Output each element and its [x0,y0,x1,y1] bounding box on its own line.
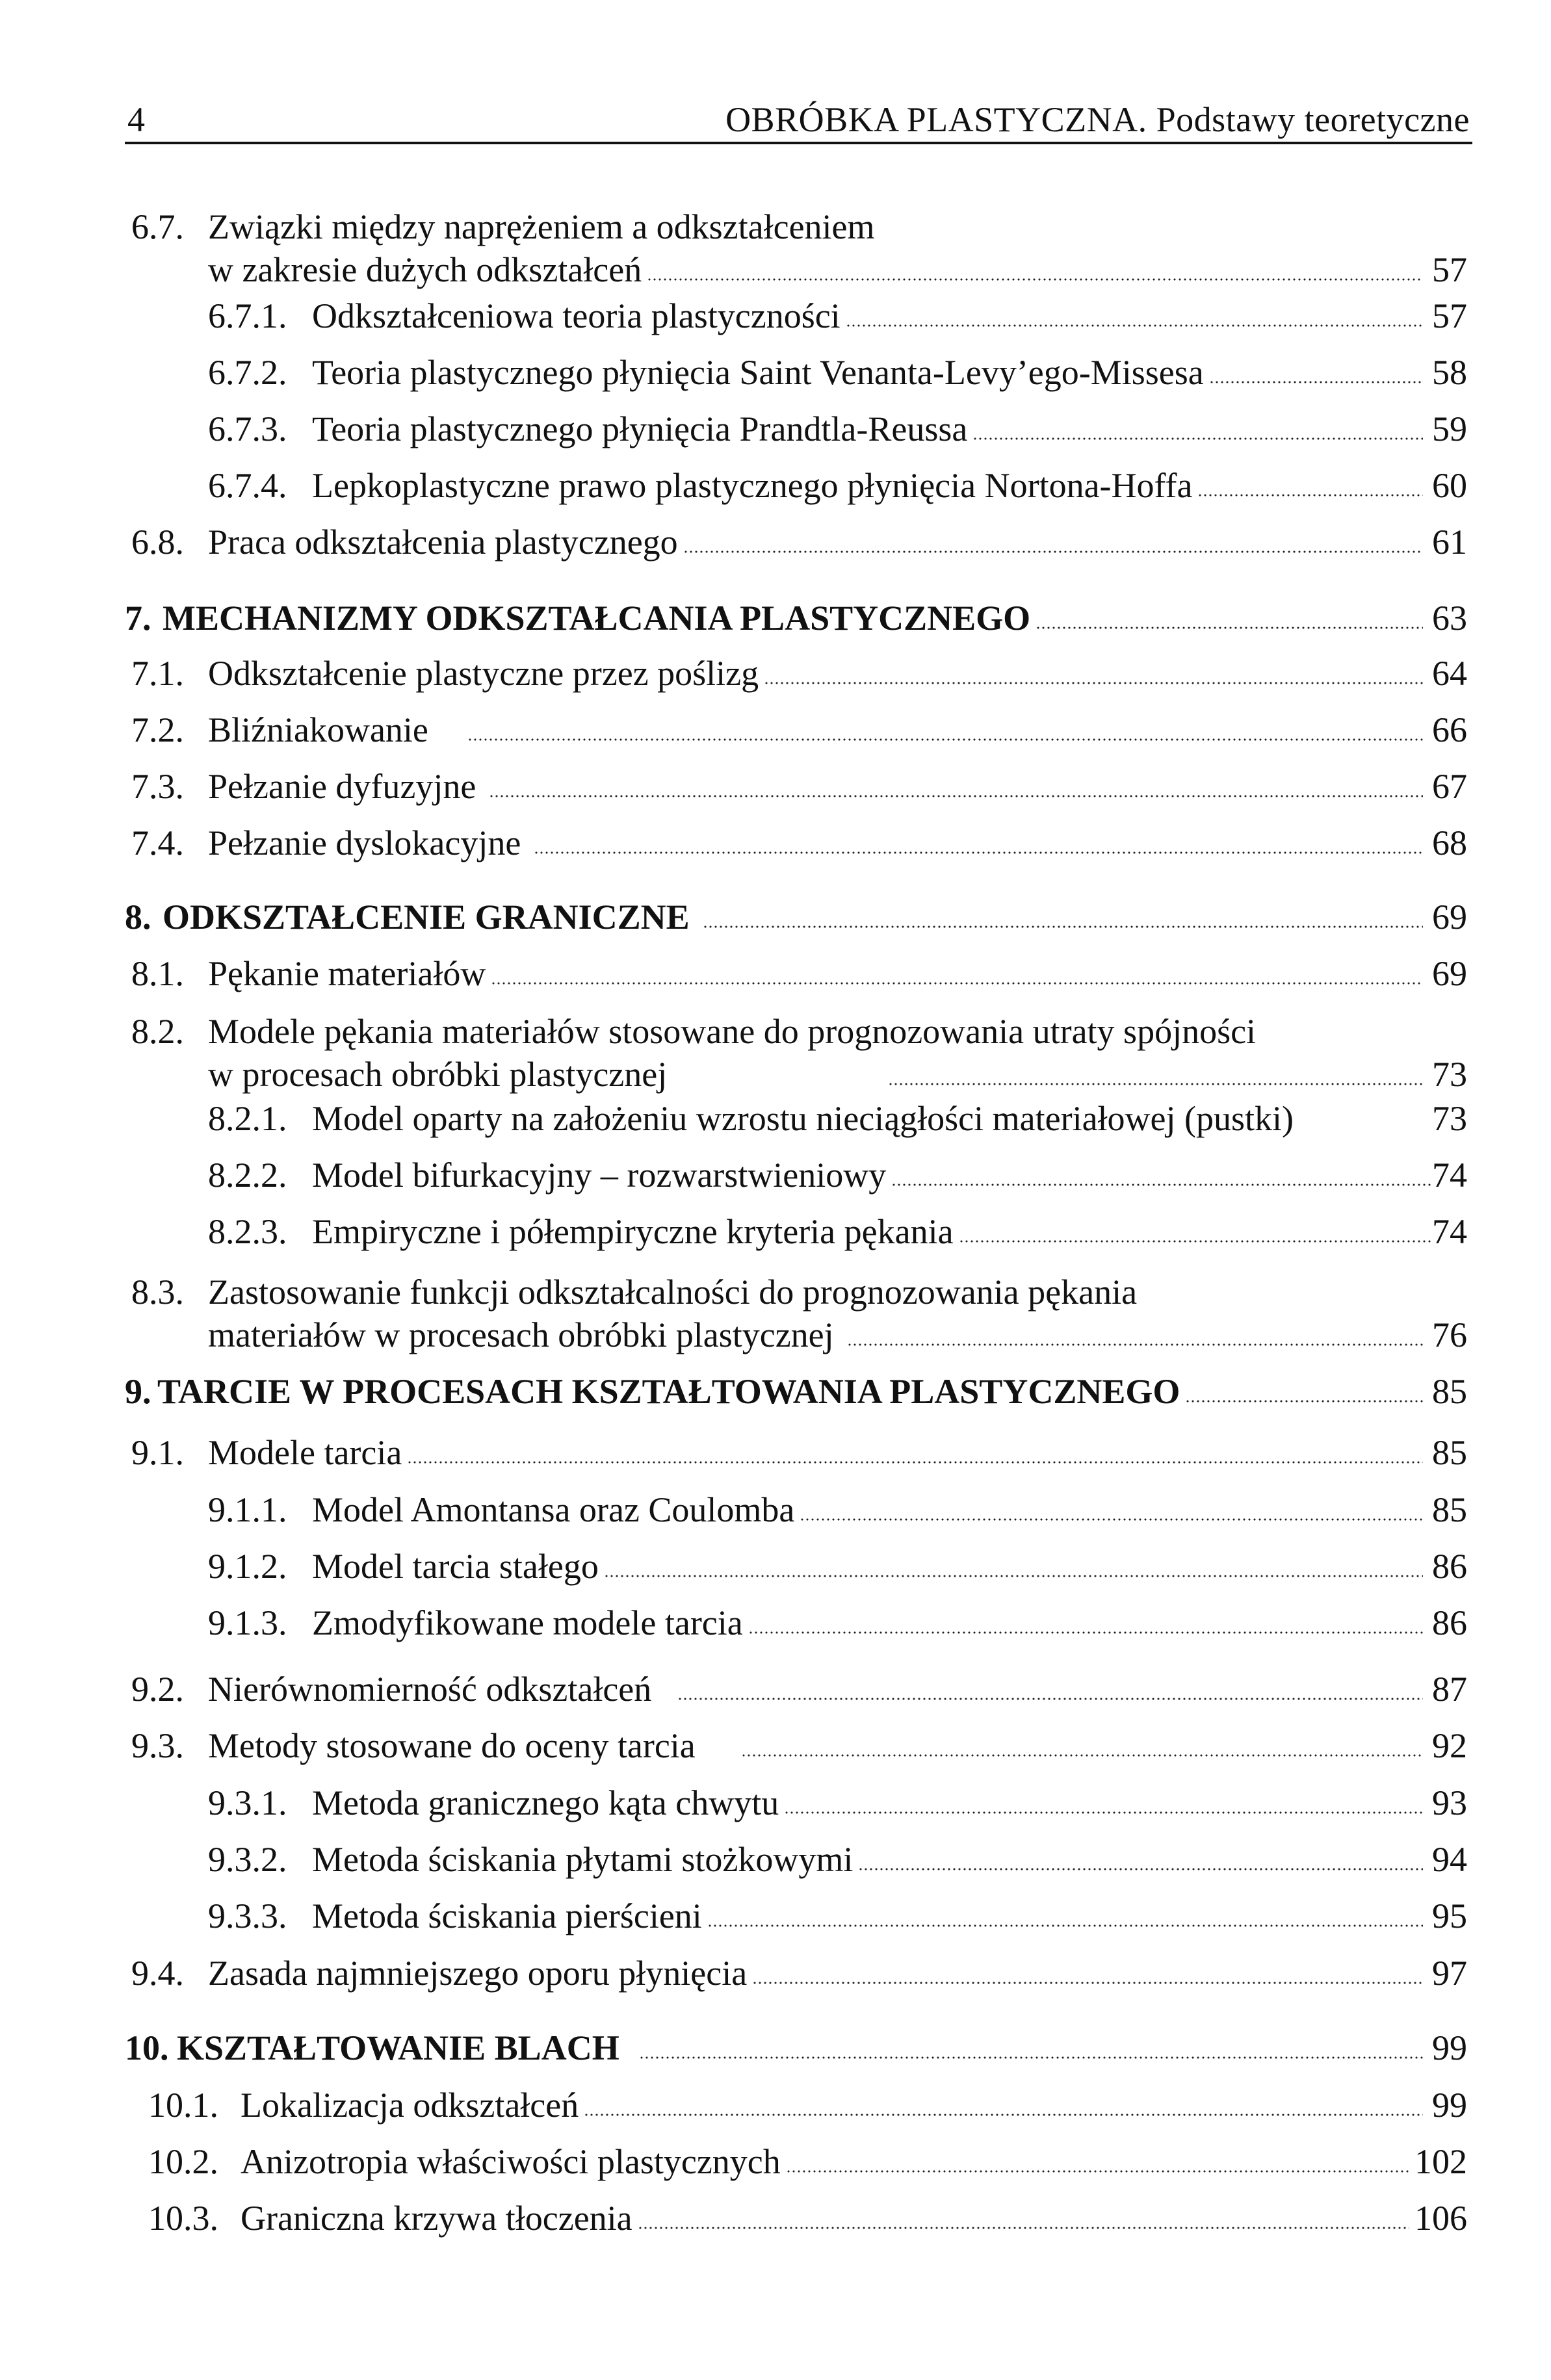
dot-leader [1036,621,1423,630]
dot-leader [1297,1121,1428,1130]
dot-leader [491,976,1423,985]
toc-entry-page: 99 [1432,2028,1467,2067]
toc-entry-number: 7.4. [131,823,184,862]
header-rule [125,142,1472,144]
toc-entry-page: 74 [1432,1212,1467,1251]
toc-entry-page: 57 [1432,250,1467,289]
toc-entry-8-3-continuation[interactable] [208,1313,1467,1356]
toc-entry-number: 9.1. [131,1433,184,1472]
toc-entry-title: Modele tarcia [208,1433,402,1472]
toc-entry-title: Anizotropia właściwości plastycznych [241,2142,781,2181]
dot-leader [407,1455,1423,1464]
toc-chapter-title: KSZTAŁTOWANIE BLACH [177,2028,619,2067]
toc-entry-10-3[interactable] [148,2197,1467,2240]
toc-entry-9-3-2[interactable] [208,1838,1467,1881]
toc-entry-title: Teoria plastycznego płynięcia Prandtla-Reussa [312,409,968,448]
toc-entry-title: Nierównomierność odkształceń [208,1670,652,1709]
toc-entry-6-7-1[interactable] [208,294,1467,337]
dot-leader [703,920,1423,929]
toc-entry-page: 63 [1432,599,1467,638]
running-title: OBRÓBKA PLASTYCZNA. Podstawy teoretyczne [725,100,1470,139]
toc-entry-page: 97 [1432,1954,1467,1993]
toc-entry-6-8[interactable] [131,521,1467,563]
toc-entry-8-1[interactable] [131,952,1467,995]
dot-leader [858,1862,1423,1871]
dot-leader [891,1178,1431,1187]
toc-entry-title: Model Amontansa oraz Coulomba [312,1490,795,1529]
toc-entry-9-3-1[interactable] [208,1781,1467,1824]
dot-leader [638,2221,1409,2230]
toc-entry-10-2[interactable] [148,2140,1467,2183]
toc-entry-9-1-1[interactable] [208,1488,1467,1531]
toc-chapter-number: 9. [125,1372,151,1411]
dot-leader [800,1512,1423,1521]
toc-entry-number: 7.1. [131,654,184,693]
toc-entry-7-3[interactable] [131,765,1467,808]
toc-entry-title: Pełzanie dyslokacyjne [208,823,521,862]
dot-leader [888,1077,1423,1086]
toc-chapter-10[interactable] [125,2026,1467,2069]
toc-entry-page: 93 [1432,1783,1467,1822]
dot-leader [847,1338,1423,1347]
toc-entry-9-2[interactable] [131,1668,1467,1711]
dot-leader [489,789,1423,798]
dot-leader [707,1919,1423,1928]
toc-chapter-title: TARCIE W PROCESACH KSZTAŁTOWANIA PLASTYCZNEGO [157,1372,1180,1411]
dot-leader [639,2050,1423,2060]
dot-leader [1209,375,1423,384]
toc-entry-number: 6.7.3. [208,409,287,448]
toc-entry-7-2[interactable] [131,708,1467,751]
toc-entry-page: 60 [1432,466,1467,505]
toc-entry-number: 8.1. [131,954,184,993]
toc-entry-title: Metoda granicznego kąta chwytu [312,1783,779,1822]
toc-entry-7-1[interactable] [131,652,1467,695]
toc-entry-number: 9.3.1. [208,1783,287,1822]
toc-entry-title: Model oparty na założeniu wzrostu nieciągłości materiałowej (pustki) [312,1099,1294,1138]
toc-entry-number: 10.2. [148,2142,218,2181]
dot-leader [604,1569,1423,1578]
toc-entry-page: 74 [1432,1156,1467,1195]
toc-entry-9-3[interactable] [131,1724,1467,1767]
dot-leader [784,1805,1423,1815]
toc-entry-page: 76 [1432,1315,1467,1354]
toc-entry-title: Odkształcenie plastyczne przez poślizg [208,654,759,693]
toc-entry-number: 6.7.2. [208,353,287,392]
toc-entry-8-2-1[interactable] [208,1097,1467,1140]
toc-entry-page: 86 [1432,1547,1467,1586]
toc-entry-title-continuation: materiałów w procesach obróbki plastycznej [208,1315,834,1354]
toc-entry-number: 9.1.1. [208,1490,287,1529]
toc-entry-6-7-4[interactable] [208,464,1467,507]
dot-leader [741,1748,1423,1757]
toc-entry-number: 8.2.3. [208,1212,287,1251]
toc-entry-9-1[interactable] [131,1431,1467,1474]
toc-entry-title: Pełzanie dyfuzyjne [208,767,476,806]
toc-entry-title: Zastosowanie funkcji odkształcalności do prognozowania pękania [208,1273,1138,1312]
toc-entry-number: 10.1. [148,2086,218,2125]
page-number: 4 [127,100,145,139]
toc-entry-title: Zmodyfikowane modele tarcia [312,1603,743,1642]
dot-leader [647,272,1423,281]
toc-entry-number: 7.2. [131,710,184,749]
toc-entry-title: Metody stosowane do oceny tarcia [208,1726,696,1765]
toc-entry-number: 8.2.1. [208,1099,287,1138]
toc-entry-number: 6.7. [131,207,184,246]
toc-entry-page: 85 [1432,1490,1467,1529]
toc-entry-8-3[interactable] [131,1271,1467,1313]
toc-entry-6-7-3[interactable] [208,407,1467,450]
toc-chapter-title: ODKSZTAŁCENIE GRANICZNE [163,898,690,937]
toc-entry-number: 9.1.3. [208,1603,287,1642]
toc-entry-page: 66 [1432,710,1467,749]
toc-entry-6-7-continuation[interactable] [208,248,1467,291]
toc-entry-title: Bliźniakowanie [208,710,428,749]
toc-entry-page: 86 [1432,1603,1467,1642]
toc-entry-number: 9.3.2. [208,1840,287,1879]
toc-entry-page: 64 [1432,654,1467,693]
dot-leader [677,1692,1423,1701]
toc-entry-page: 73 [1432,1055,1467,1094]
toc-entry-title: Lepkoplastyczne prawo plastycznego płynięcia Nortona-Hoffa [312,466,1193,505]
dot-leader [748,1625,1423,1635]
toc-entry-number: 10.3. [148,2199,218,2238]
toc-entry-page: 58 [1432,353,1467,392]
toc-entry-page: 95 [1432,1896,1467,1935]
toc-entry-page: 92 [1432,1726,1467,1765]
toc-entry-title: Lokalizacja odkształceń [241,2086,579,2125]
toc-entry-number: 6.7.4. [208,466,287,505]
toc-chapter-9[interactable] [125,1370,1467,1413]
toc-entry-9-4[interactable] [131,1952,1467,1995]
toc-entry-page: 69 [1432,954,1467,993]
toc-entry-page: 59 [1432,409,1467,448]
toc-chapter-title: MECHANIZMY ODKSZTAŁCANIA PLASTYCZNEGO [163,599,1031,638]
toc-entry-10-1[interactable] [148,2084,1467,2127]
dot-leader [534,846,1423,855]
toc-entry-title: Zasada najmniejszego oporu płynięcia [208,1954,748,1993]
toc-entry-number: 9.4. [131,1954,184,1993]
toc-entry-6-7-2[interactable] [208,351,1467,394]
toc-entry-number: 9.3.3. [208,1896,287,1935]
toc-chapter-7[interactable] [125,597,1467,640]
toc-chapter-8[interactable] [125,896,1467,938]
dot-leader [959,1234,1431,1243]
toc-entry-page: 61 [1432,523,1467,562]
toc-entry-title: Pękanie materiałów [208,954,486,993]
toc-entry-9-1-3[interactable] [208,1601,1467,1644]
toc-entry-8-2-continuation[interactable] [208,1053,1467,1096]
toc-chapter-number: 10. [125,2028,169,2067]
toc-entry-title: Metoda ściskania pierścieni [312,1896,702,1935]
toc-entry-title: Praca odkształcenia plastycznego [208,523,678,562]
toc-entry-title: Modele pękania materiałów stosowane do prognozowania utraty spójności [208,1012,1257,1051]
toc-chapter-number: 8. [125,898,151,937]
toc-entry-number: 9.3. [131,1726,184,1765]
toc-entry-page: 85 [1432,1433,1467,1472]
dot-leader [584,2108,1423,2117]
toc-entry-page: 102 [1414,2142,1467,2181]
toc-entry-title: Model bifurkacyjny – rozwarstwieniowy [312,1156,887,1195]
toc-entry-number: 9.2. [131,1670,184,1709]
toc-entry-number: 9.1.2. [208,1547,287,1586]
dot-leader [786,2164,1409,2173]
toc-entry-8-2-2[interactable] [208,1154,1467,1196]
toc-entry-page: 67 [1432,767,1467,806]
toc-entry-number: 6.7.1. [208,296,287,335]
dot-leader [467,732,1423,742]
toc-entry-9-1-2[interactable] [208,1545,1467,1588]
toc-entry-page: 73 [1432,1099,1467,1138]
toc-entry-title: Metoda ściskania płytami stożkowymi [312,1840,854,1879]
toc-entry-title-continuation: w procesach obróbki plastycznej [208,1055,668,1094]
dot-leader [683,545,1423,554]
toc-entry-page: 69 [1432,898,1467,937]
toc-entry-title: Model tarcia stałego [312,1547,599,1586]
toc-entry-number: 8.2. [131,1012,184,1051]
toc-entry-6-7[interactable] [131,205,1464,248]
toc-entry-title: Empiryczne i półempiryczne kryteria pękania [312,1212,954,1251]
dot-leader [846,318,1423,328]
toc-entry-9-3-3[interactable] [208,1895,1467,1937]
toc-entry-page: 94 [1432,1840,1467,1879]
toc-entry-page: 68 [1432,823,1467,862]
toc-entry-page: 106 [1414,2199,1467,2238]
toc-entry-page: 85 [1432,1372,1467,1411]
toc-entry-page: 99 [1432,2086,1467,2125]
toc-entry-number: 7.3. [131,767,184,806]
toc-entry-title: Związki między naprężeniem a odkształceniem [208,207,875,246]
dot-leader [764,676,1423,685]
toc-entry-page: 87 [1432,1670,1467,1709]
toc-entry-7-4[interactable] [131,821,1467,864]
toc-entry-title: Graniczna krzywa tłoczenia [241,2199,632,2238]
dot-leader [752,1976,1423,1985]
toc-entry-number: 8.3. [131,1273,184,1312]
toc-entry-number: 8.2.2. [208,1156,287,1195]
toc-chapter-number: 7. [125,599,151,638]
toc-entry-number: 6.8. [131,523,184,562]
toc-entry-8-2[interactable] [131,1010,1467,1053]
toc-entry-8-2-3[interactable] [208,1210,1467,1253]
dot-leader [972,432,1423,441]
dot-leader [1185,1394,1423,1403]
toc-entry-page: 57 [1432,296,1467,335]
toc-entry-title: Teoria plastycznego płynięcia Saint Venanta-Levy’ego-Missesa [312,353,1204,392]
toc-entry-title: Odkształceniowa teoria plastyczności [312,296,841,335]
toc-entry-title-continuation: w zakresie dużych odkształceń [208,250,642,289]
dot-leader [1197,488,1423,497]
running-header [127,96,1470,143]
